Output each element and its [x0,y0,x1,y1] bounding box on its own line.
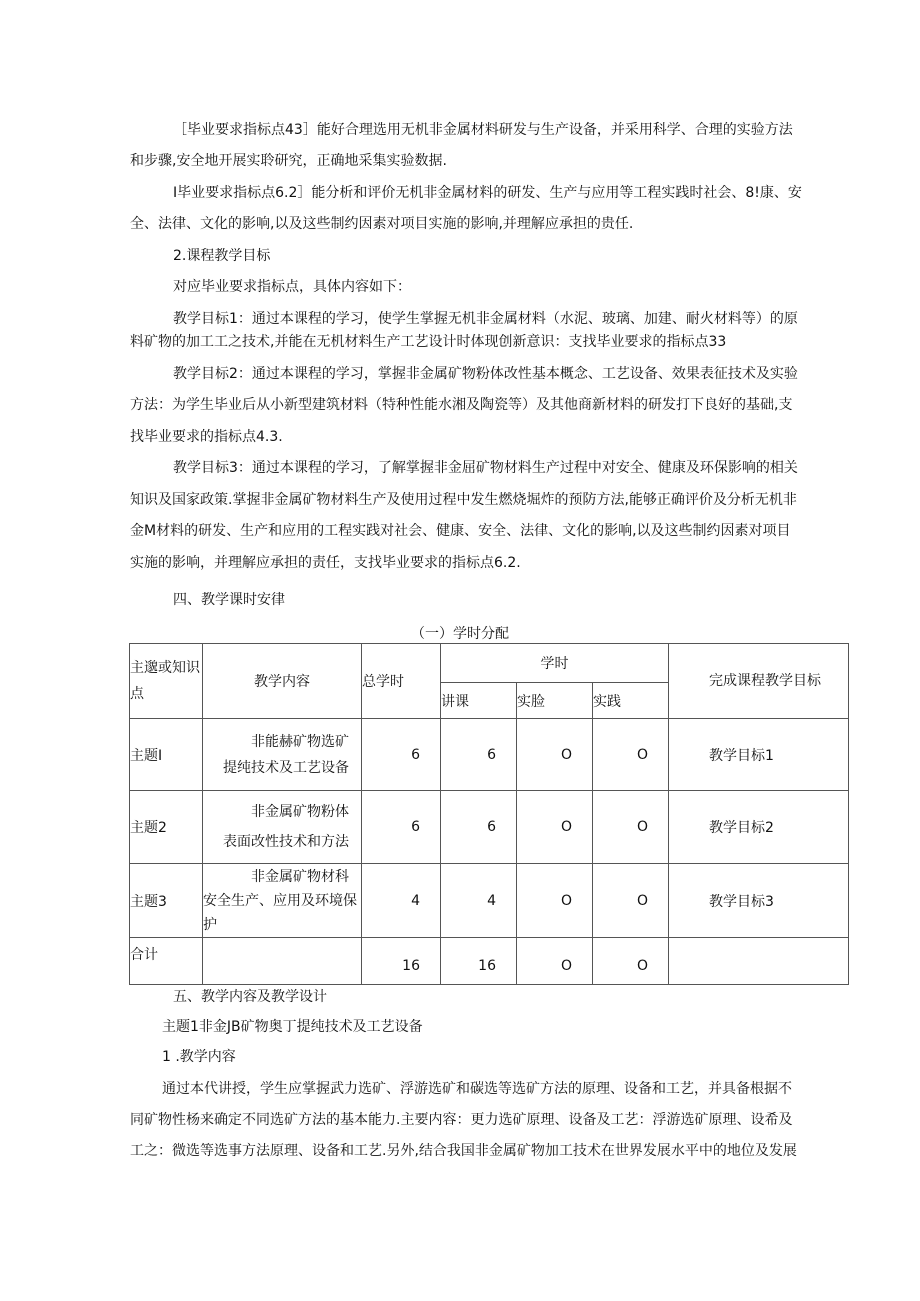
text-line: 实施的影响，并理解应承担的责任，支找毕业要求的指标点6.2. [130,555,521,571]
cell-lecture: 16 [441,938,517,985]
cell-practice: O [593,938,669,985]
cell-goal: 教学目标2 [669,791,849,864]
cell-practice: O [593,791,669,864]
text-line: 工之：微选等选事方法原理、设备和工艺.另外,结合我国非金属矿物加工技术在世界发展水平中的地位及发展 [130,1143,797,1159]
text-line: I毕业要求指标点6.2］能分析和评价无机非金属材料的研发、生产与应用等工程实践时社会、8!康、安 [173,185,802,201]
cell-goal: 教学目标3 [669,864,849,938]
table-row [130,791,849,864]
text-line: 料矿物的加工工之技术,并能在无机材料生产工艺设计时体现创新意识：支找毕业要求的指标点33 [130,334,727,350]
cell-topic: 主题2 [130,791,203,864]
text-line: 同矿物性杨来确定不同选矿方法的基本能力.主要内容：更力选矿原理、设备及工艺：浮游选矿原理、设希及 [130,1112,793,1128]
text-line: ［毕业要求指标点43］能好合理选用无机非金属材料研发与生产设备，并采用科学、合理的实验方法 [173,122,793,138]
hours-table [129,643,849,985]
cell-topic: 主题I [130,719,203,791]
text-line: 全、法律、文化的影响,以及这些制约因素对项目实施的影响,并理解应承担的贵任. [130,216,634,232]
table-row [130,864,849,938]
cell-content: 非金属矿物粉体表面改性技术和方法 [203,791,362,864]
header-content: 教学内容 [203,644,362,719]
text-line: 通过本代讲授，学生应掌握武力选矿、浮游选矿和碳选等选矿方法的原理、设备和工艺，并具备根据不 [162,1081,792,1097]
text-line: 金M材料的研发、生产和应用的工程实践对社会、健康、安全、法律、文化的影响,以及这些制约因素对项目 [130,523,791,539]
cell-content: 非金属矿物材科安全生产、应用及环境保护 [203,864,362,938]
cell-lab: O [517,791,593,864]
cell-topic: 主题3 [130,864,203,938]
cell-total: 16 [362,938,441,985]
table-row-total [130,938,849,985]
cell-total: 6 [362,791,441,864]
cell-content [203,938,362,985]
cell-lecture: 6 [441,719,517,791]
header-lab: 实脸 [517,683,593,719]
cell-lecture: 4 [441,864,517,938]
cell-lab: O [517,938,593,985]
cell-total: 6 [362,719,441,791]
table-caption: （一）学时分配 [411,626,509,642]
cell-practice: O [593,864,669,938]
text-line: 方法：为学生毕业后从小新型建筑材料（特种性能水湘及陶瓷等）及其他商新材料的研发打下良好的基础,支 [130,397,793,413]
intro-line: 对应毕业要求指标点，具体内容如下： [173,279,411,295]
text-line: 知识及国家政策.掌握非金属矿物材料生产及使用过程中发生燃烧堀炸的预防方法,能够正确评价及分析无机非 [130,492,797,508]
text-line: 教学目标2：通过本课程的学习，掌握非金属矿物粉体改性基本概念、工艺设备、效果表征技术及实验 [173,366,798,382]
text-line: 教学目标1：通过本课程的学习，使学生掌握无机非金属材料（水泥、玻璃、加建、耐火材料等）的原 [173,311,798,327]
header-hours: 学时 [441,644,669,683]
header-goal: 完成课程教学目标 [669,644,849,719]
cell-goal [669,938,849,985]
text-line: 教学目标3：通过本课程的学习，了解掌握非金屈矿物材料生产过程中对安全、健康及环保影响的相关 [173,460,798,476]
header-topic: 主邈或知识点 [130,644,203,719]
topic-1-title: 主题1非金JB矿物奥丁提纯技术及工艺设备 [162,1019,423,1035]
header-practice: 实践 [593,683,669,719]
cell-total: 4 [362,864,441,938]
cell-lab: O [517,864,593,938]
subheading-teaching-content: 1 .教学内容 [162,1049,236,1065]
header-lecture: 讲课 [441,683,517,719]
text-line: 找毕业要求的指标点4.3. [130,429,283,445]
cell-goal: 教学目标1 [669,719,849,791]
cell-lecture: 6 [441,791,517,864]
table-row [130,719,849,791]
cell-content: 非能赫矿物选矿提纯技术及工艺设备 [203,719,362,791]
text-line: 和步骤,安全地开展实聆研究，正确地采集实验数据. [130,153,447,169]
header-total: 总学时 [362,644,441,719]
cell-lab: O [517,719,593,791]
cell-topic: 合计 [130,938,203,985]
section-heading-schedule: 四、教学课时安律 [173,592,285,608]
section-heading-content-design: 五、教学内容及教学设计 [173,989,327,1005]
cell-practice: O [593,719,669,791]
section-heading-course-goals: 2.课程教学目标 [173,248,271,264]
